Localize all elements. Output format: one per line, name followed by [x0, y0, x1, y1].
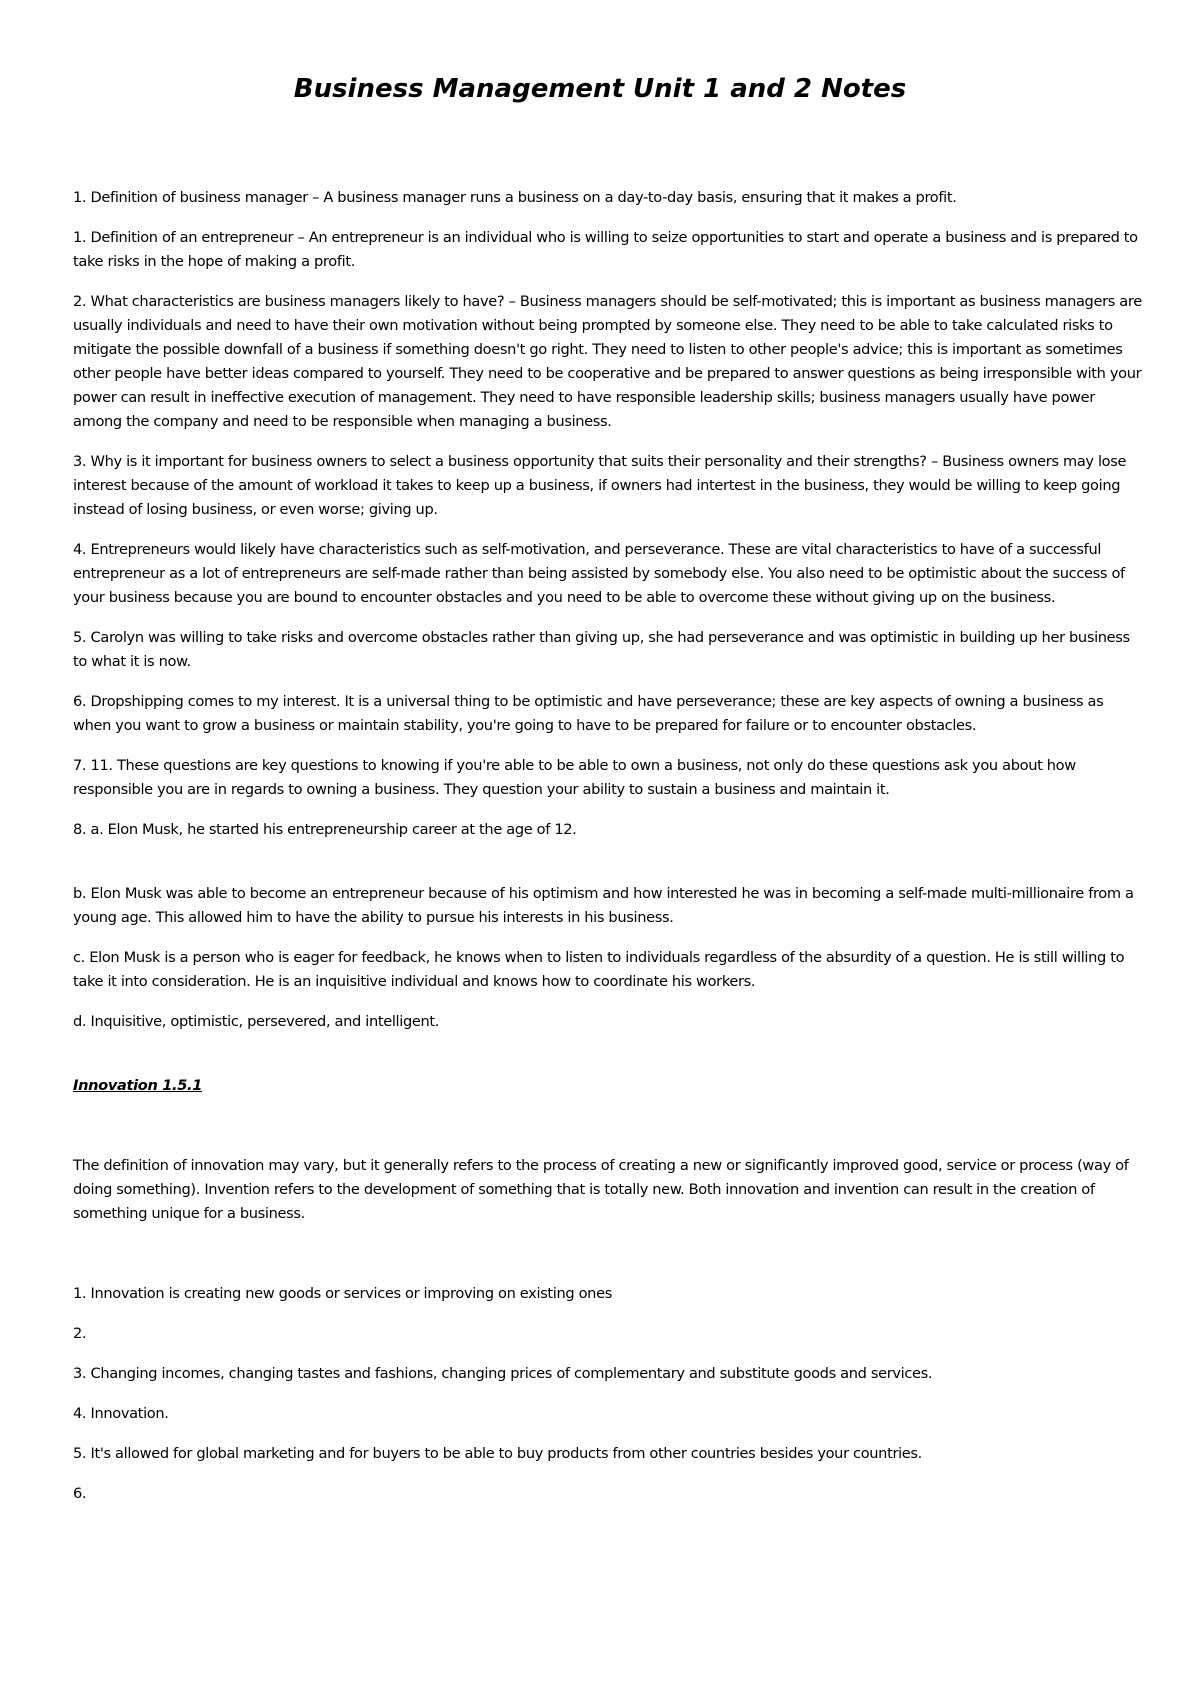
paragraph-dropshipping: 6. Dropshipping comes to my interest. It is a universal thing to be optimistic and have perseverance; these are key aspects of owning a business as when you want to grow a business or maintain stability, you're going to have to be prepared for failure or to encounter obstacles.	[73, 693, 1104, 734]
paragraph-entrepreneur-definition: 1. Definition of an entrepreneur – An entrepreneur is an individual who is willing to seize opportunities to start and operate a business and is prepared to take risks in the hope of making a profit.	[73, 229, 1138, 270]
innovation-answer-4: 4. Innovation.	[73, 1405, 169, 1422]
paragraph-key-questions: 7. 11. These questions are key questions to knowing if you're able to be able to own a business, not only do these questions ask you about how responsible you are in regards to owning a business. They question your ability to sustain a business and maintain it.	[73, 757, 1076, 798]
paragraph-innovation-intro: The definition of innovation may vary, but it generally refers to the process of creating a new or significantly improved good, service or process (way of doing something). Invention refers to the development of something that is totally new. Both innovation and invention can result in the creation of something unique for a business.	[73, 1157, 1129, 1222]
innovation-answer-2: 2.	[73, 1325, 87, 1342]
paragraph-carolyn: 5. Carolyn was willing to take risks and overcome obstacles rather than giving up, she had perseverance and was optimistic in building up her business to what it is now.	[73, 629, 1130, 670]
paragraph-elon-musk-c: c. Elon Musk is a person who is eager for feedback, he knows when to listen to individuals regardless of the absurdity of a question. He is still willing to take it into consideration. He is an inquisitive individual and knows how to coordinate his workers.	[73, 949, 1125, 990]
innovation-answer-5: 5. It's allowed for global marketing and for buyers to be able to buy products from other countries besides your countries.	[73, 1445, 922, 1462]
paragraph-elon-musk-d: d. Inquisitive, optimistic, persevered, and intelligent.	[73, 1013, 440, 1030]
paragraph-elon-musk-b: b. Elon Musk was able to become an entrepreneur because of his optimism and how interested he was in becoming a self-made multi-millionaire from a young age. This allowed him to have the ability to pursue his interests in his business.	[73, 885, 1134, 926]
paragraph-manager-characteristics: 2. What characteristics are business managers likely to have? – Business managers should be self-motivated; this is important as business managers are usually individuals and need to have their own motivation without being prompted by someone else. They need to be able to take calculated risks to mitigate the possible downfall of a business if something doesn't go right. They need to listen to other people's advice; this is important as sometimes other people have better ideas compared to yourself. They need to be cooperative and be prepared to answer questions as being irresponsible with your power can result in ineffective execution of management. They need to have responsible leadership skills; business managers usually have power among the company and need to be responsible when managing a business.	[73, 293, 1142, 430]
innovation-answer-1: 1. Innovation is creating new goods or services or improving on existing ones	[73, 1285, 612, 1302]
innovation-answer-3: 3. Changing incomes, changing tastes and fashions, changing prices of complementary and substitute goods and services.	[73, 1365, 933, 1382]
paragraph-business-manager-definition: 1. Definition of business manager – A business manager runs a business on a day-to-day basis, ensuring that it makes a profit.	[73, 189, 957, 206]
document-title: Business Management Unit 1 and 2 Notes	[293, 74, 907, 104]
section-heading-innovation: Innovation 1.5.1	[73, 1077, 203, 1094]
paragraph-entrepreneur-characteristics: 4. Entrepreneurs would likely have characteristics such as self-motivation, and perseverance. These are vital characteristics to have of a successful entrepreneur as a lot of entrepreneurs are self-made rather than being assisted by somebody else. You also need to be optimistic about the success of your business because you are bound to encounter obstacles and you need to be able to overcome these without giving up on the business.	[73, 541, 1125, 606]
paragraph-business-opportunity: 3. Why is it important for business owners to select a business opportunity that suits their personality and their strengths? – Business owners may lose interest because of the amount of workload it takes to keep up a business, if owners had intertest in the business, they would be willing to keep going instead of losing business, or even worse; giving up.	[73, 453, 1127, 518]
paragraph-elon-musk-a: 8. a. Elon Musk, he started his entrepreneurship career at the age of 12.	[73, 821, 577, 838]
innovation-answer-6: 6.	[73, 1485, 87, 1502]
document-body	[73, 186, 1143, 1522]
